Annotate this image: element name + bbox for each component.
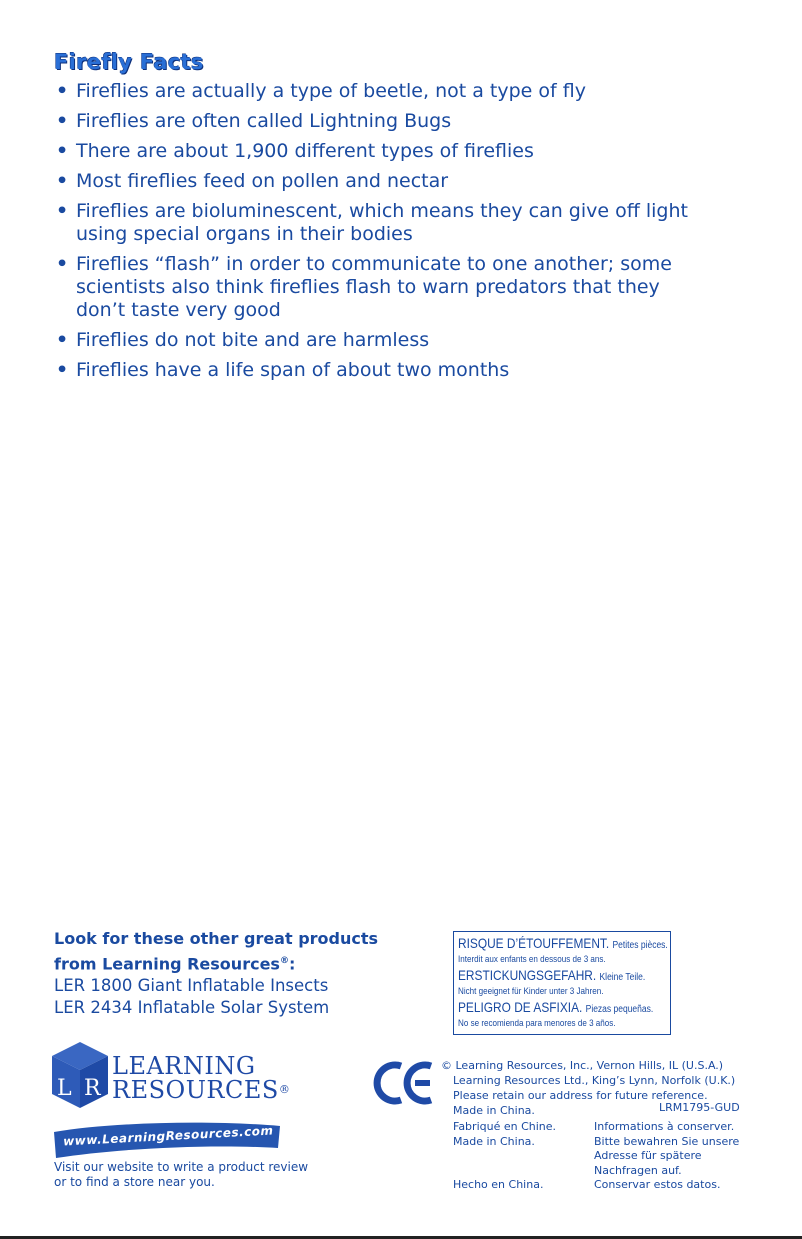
logo-line2: RESOURCES [112, 1076, 279, 1104]
warning-fr-sub: Interdit aux enfants en dessous de 3 ans. [458, 954, 606, 965]
bullet: • [56, 329, 69, 351]
fact-item [56, 80, 776, 103]
warning-de-head [458, 967, 646, 986]
visit-line1: Visit our website to write a product review [54, 1160, 309, 1174]
bullet: • [56, 359, 69, 381]
fact-text: Most fireflies feed on pollen and nectar [76, 170, 449, 192]
warning-es-small: Piezas pequeñas. [585, 1004, 654, 1015]
logo-wordmark [112, 1054, 290, 1102]
promo-heading-colon: : [288, 954, 296, 974]
fact-text: Fireflies have a life span of about two months [76, 359, 510, 381]
fact-item [56, 110, 776, 133]
bullet: • [56, 80, 69, 102]
fact-text: Fireflies do not bite and are harmless [76, 329, 430, 351]
legal-de-keep1: Bitte bewahren Sie unsere [594, 1134, 740, 1148]
fact-item [56, 170, 776, 193]
website-link[interactable]: www.LearningResources.com [62, 1123, 274, 1149]
warning-es-sub: No se recomienda para menores de 3 años. [458, 1018, 616, 1029]
logo-reg-mark: ® [278, 1083, 291, 1096]
warning-es-head [458, 999, 654, 1018]
svg-text:L: L [57, 1076, 72, 1101]
choking-warning-box [453, 931, 671, 1035]
fact-text: Fireflies “flash” in order to communicate to one another; some scientists also think fireflies flash to warn predators that they don’t taste very good [76, 253, 672, 321]
warning-fr-title: RISQUE D’ÉTOUFFEMENT. [458, 935, 610, 951]
facts-title: Firefly Facts [54, 50, 204, 74]
learning-resources-logo [50, 1040, 310, 1110]
bullet: • [56, 140, 69, 162]
svg-text:R: R [84, 1076, 101, 1101]
legal-line4: Made in China. [453, 1104, 535, 1117]
ce-mark-icon [373, 1060, 435, 1106]
legal-line3: Please retain our address for future reference. [453, 1089, 708, 1102]
product-code: LRM1795-GUD [659, 1101, 740, 1114]
warning-fr-head [458, 935, 668, 954]
fact-item [56, 359, 776, 382]
promo-heading-line2: from Learning Resources [54, 954, 280, 974]
legal-fr-keep: Informations à conserver. [594, 1120, 735, 1133]
lr-cube-icon [50, 1040, 110, 1110]
warning-de-small: Kleine Teile. [599, 972, 646, 983]
warning-de-sub: Nicht geeignet für Kinder unter 3 Jahren. [458, 986, 604, 997]
logo-line1: LEARNING [112, 1052, 256, 1080]
fact-item [56, 140, 776, 163]
legal-fr-made: Fabriqué en Chine. [453, 1120, 557, 1133]
warning-es-title: PELIGRO DE ASFIXIA. [458, 999, 583, 1015]
promo-section [54, 928, 394, 1019]
fact-text: Fireflies are often called Lightning Bugs [76, 110, 452, 132]
promo-product: LER 1800 Giant Inflatable Insects [54, 976, 329, 996]
fact-item [56, 329, 776, 352]
legal-de-keep3: Nachfragen auf. [594, 1163, 682, 1177]
promo-product: LER 2434 Inflatable Solar System [54, 998, 330, 1018]
legal-line1: © Learning Resources, Inc., Vernon Hills, IL (U.S.A.) [441, 1059, 724, 1072]
visit-line2: or to find a store near you. [54, 1175, 215, 1189]
promo-heading [54, 928, 394, 975]
legal-de-keep2: Adresse für spätere [594, 1149, 702, 1162]
legal-es-keep: Conservar estos datos. [594, 1178, 721, 1191]
warning-fr-small: Petites pièces. [612, 940, 668, 951]
bullet: • [56, 253, 69, 275]
fact-text: Fireflies are actually a type of beetle, not a type of fly [76, 80, 586, 102]
fact-text: There are about 1,900 different types of fireflies [76, 140, 534, 162]
fact-text: Fireflies are bioluminescent, which means they can give off light using special organs in their bodies [76, 200, 688, 245]
bullet: • [56, 170, 69, 192]
registered-mark: ® [279, 956, 289, 966]
facts-list [56, 80, 776, 382]
bullet: • [56, 110, 69, 132]
bullet: • [56, 200, 69, 222]
promo-heading-line1: Look for these other great products [54, 929, 379, 948]
legal-es-made: Hecho en China. [453, 1178, 544, 1191]
warning-de-title: ERSTICKUNGSGEFAHR. [458, 967, 597, 983]
legal-line2: Learning Resources Ltd., King’s Lynn, Norfolk (U.K.) [453, 1074, 736, 1087]
fact-item [56, 200, 716, 246]
fact-item [56, 253, 696, 322]
visit-website-text [54, 1160, 354, 1190]
legal-de-made: Made in China. [453, 1134, 535, 1148]
